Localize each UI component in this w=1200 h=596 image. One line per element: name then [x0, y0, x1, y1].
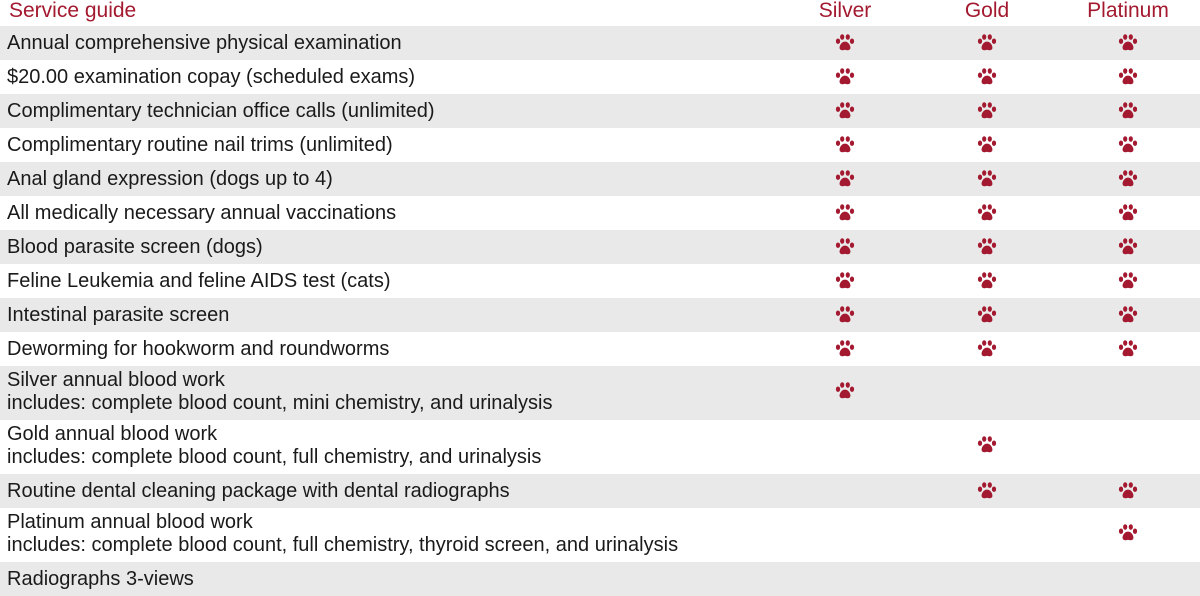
service-name: Radiographs 3-views [7, 568, 194, 590]
paw-icon-platinum [1118, 340, 1138, 358]
service-name: Routine dental cleaning package with dental radiographs [7, 480, 510, 502]
service-name: Anal gland expression (dogs up to 4) [7, 168, 333, 190]
service-name: Silver annual blood work [7, 369, 225, 391]
service-row [0, 60, 1200, 94]
paw-icon-silver [835, 204, 855, 222]
service-row [0, 298, 1200, 332]
service-label [7, 236, 263, 259]
service-name: Annual comprehensive physical examination [7, 32, 402, 54]
service-row [0, 264, 1200, 298]
paw-icon-silver [835, 136, 855, 154]
table-header [0, 0, 1200, 26]
paw-icon-gold [977, 482, 997, 500]
paw-icon-platinum [1118, 272, 1138, 290]
service-name: Gold annual blood work [7, 423, 218, 445]
paw-icon-gold [977, 204, 997, 222]
paw-icon-silver [835, 272, 855, 290]
paw-icon-silver [835, 34, 855, 52]
paw-icon-silver [835, 102, 855, 120]
tier-platinum-header: Platinum [1087, 0, 1169, 22]
service-includes: includes: complete blood count, full chemistry, and urinalysis [7, 446, 542, 468]
service-row [0, 420, 1200, 474]
service-row [0, 508, 1200, 562]
paw-icon-platinum [1118, 170, 1138, 188]
service-name: Complimentary routine nail trims (unlimited) [7, 134, 393, 156]
service-label [7, 338, 389, 361]
paw-icon-gold [977, 34, 997, 52]
service-label [7, 304, 229, 327]
paw-icon-platinum [1118, 102, 1138, 120]
paw-icon-silver [835, 170, 855, 188]
service-row [0, 332, 1200, 366]
paw-icon-silver [835, 68, 855, 86]
service-name: Feline Leukemia and feline AIDS test (cats) [7, 270, 391, 292]
service-label [7, 134, 393, 157]
paw-icon-gold [977, 238, 997, 256]
paw-icon-silver [835, 382, 855, 400]
service-row [0, 128, 1200, 162]
paw-icon-gold [977, 306, 997, 324]
service-includes: includes: complete blood count, mini chemistry, and urinalysis [7, 392, 553, 414]
service-name: All medically necessary annual vaccinations [7, 202, 397, 224]
service-row [0, 196, 1200, 230]
service-label [7, 270, 391, 293]
service-name: Deworming for hookworm and roundworms [7, 338, 390, 360]
paw-icon-platinum [1118, 482, 1138, 500]
service-label [7, 66, 415, 89]
paw-icon-platinum [1118, 238, 1138, 256]
paw-icon-silver [835, 340, 855, 358]
tier-gold-header: Gold [964, 0, 1010, 22]
paw-icon-gold [977, 340, 997, 358]
paw-icon-gold [977, 272, 997, 290]
service-label [7, 202, 396, 225]
service-label [7, 369, 552, 415]
service-label [7, 168, 333, 191]
service-label [7, 32, 402, 55]
paw-icon-platinum [1118, 34, 1138, 52]
service-row [0, 26, 1200, 60]
paw-icon-platinum [1118, 204, 1138, 222]
paw-icon-gold [977, 136, 997, 154]
paw-icon-platinum [1118, 306, 1138, 324]
service-label [7, 511, 678, 557]
service-row [0, 94, 1200, 128]
service-name: Platinum annual blood work [7, 511, 253, 533]
paw-icon-silver [835, 306, 855, 324]
service-name: Intestinal parasite screen [7, 304, 230, 326]
paw-icon-gold [977, 102, 997, 120]
service-row [0, 230, 1200, 264]
tier-silver-header: Silver [818, 0, 872, 22]
service-label [7, 423, 541, 469]
service-label [7, 480, 510, 503]
service-row [0, 366, 1200, 420]
service-label [7, 100, 435, 123]
service-row [0, 474, 1200, 508]
paw-icon-platinum [1118, 136, 1138, 154]
service-name: Complimentary technician office calls (unlimited) [7, 100, 435, 122]
service-name: $20.00 examination copay (scheduled exams) [7, 66, 416, 88]
service-includes: includes: complete blood count, full chemistry, thyroid screen, and urinalysis [7, 534, 679, 556]
service-row [0, 162, 1200, 196]
paw-icon-gold [977, 68, 997, 86]
paw-icon-gold [977, 436, 997, 454]
paw-icon-platinum [1118, 524, 1138, 542]
paw-icon-platinum [1118, 68, 1138, 86]
service-row [0, 562, 1200, 596]
paw-icon-silver [835, 238, 855, 256]
paw-icon-gold [977, 170, 997, 188]
service-name: Blood parasite screen (dogs) [7, 236, 263, 258]
service-guide-title: Service guide [9, 0, 137, 22]
